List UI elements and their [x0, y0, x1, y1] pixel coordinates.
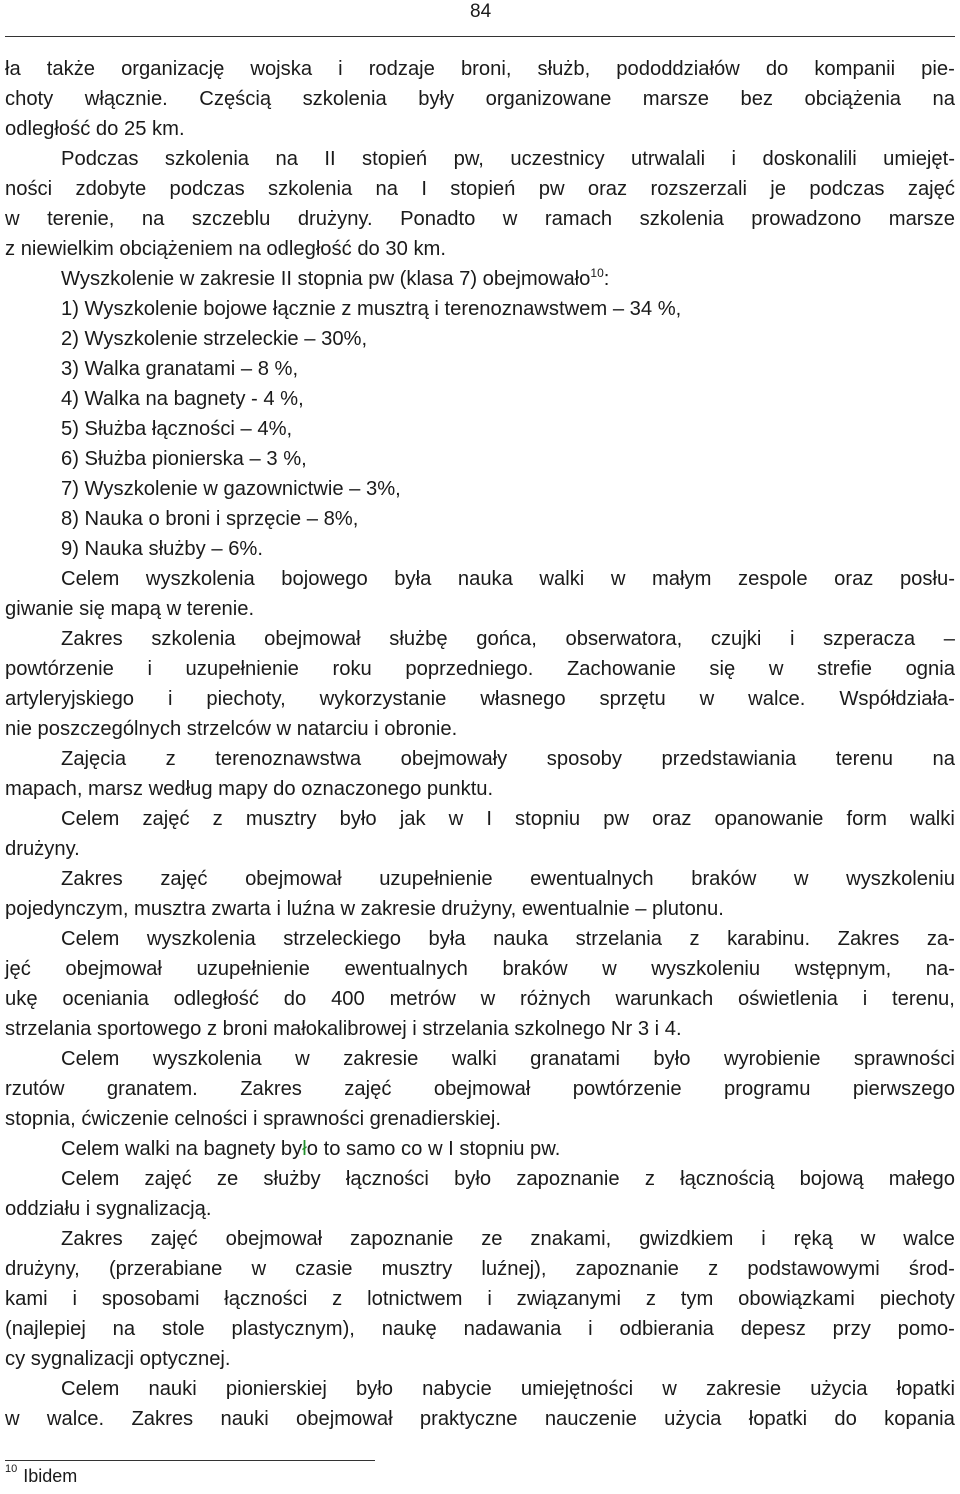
text-line: stopnia, ćwiczenie celności i sprawności grenadierskiej.	[5, 1108, 501, 1130]
body-text	[5, 54, 955, 1434]
text-line: w terenie, na szczeblu drużyny. Ponadto w ramach szkolenia prowadzono marsze	[5, 208, 955, 230]
text-line: 7) Wyszkolenie w gazownictwie – 3%,	[61, 478, 401, 500]
text-line: pojedynczym, musztra zwarta i luźna w zakresie drużyny, ewentualnie – plutonu.	[5, 898, 724, 920]
page-number: 84	[470, 1, 492, 22]
text-line: Celem walki na bagnety było to samo co w I stopniu pw.	[61, 1138, 561, 1160]
text-line: Zakres szkolenia obejmował służbę gońca, obserwatora, czujki i szperacza –	[61, 628, 955, 650]
text-line: giwanie się mapą w terenie.	[5, 598, 255, 620]
text-line: Zakres zajęć obejmował zapoznanie ze znakami, gwizdkiem i ręką w walce	[61, 1228, 955, 1250]
text-line: ła także organizację wojska i rodzaje broni, służb, pododdziałów do kompanii pie-	[5, 58, 955, 80]
text-line: choty włącznie. Częścią szkolenia były organizowane marsze bez obciążenia na	[5, 88, 955, 110]
text-line: Celem wyszkolenia strzeleckiego była nauka strzelania z karabinu. Zakres za-	[61, 928, 955, 950]
text-line: (najlepiej na stole plastycznym), naukę nadawania i odbierania depesz przy pomo-	[5, 1318, 955, 1340]
text-line: 2) Wyszkolenie strzeleckie – 30%,	[61, 328, 368, 350]
text-line: w walce. Zakres nauki obejmował praktyczne nauczenie użycia łopatki do kopania	[5, 1408, 955, 1430]
text-line: oddziału i sygnalizacją.	[5, 1198, 212, 1220]
footnote-mark: 10	[5, 1463, 18, 1475]
text-line: Zakres zajęć obejmował uzupełnienie ewentualnych braków w wyszkoleniu	[61, 868, 955, 890]
footnote-separator	[5, 1460, 375, 1461]
text-line: 1) Wyszkolenie bojowe łącznie z musztrą i terenoznawstwem – 34 %,	[61, 298, 682, 320]
text-line: nie poszczególnych strzelców w natarciu i obronie.	[5, 718, 458, 740]
text-line: ności zdobyte podczas szkolenia na I stopień pw oraz rozszerzali je podczas zajęć	[5, 178, 955, 200]
text-line: 9) Nauka służby – 6%.	[61, 538, 263, 560]
text-line: 5) Służba łączności – 4%,	[61, 418, 293, 440]
text-line: odległość do 25 km.	[5, 118, 185, 140]
header-rule	[5, 36, 955, 37]
text-line: mapach, marsz według mapy do oznaczonego punktu.	[5, 778, 494, 800]
text-line: 4) Walka na bagnety - 4 %,	[61, 388, 304, 410]
text-line: Celem wyszkolenia w zakresie walki granatami było wyrobienie sprawności	[61, 1048, 955, 1070]
text-line: Celem zajęć ze służby łączności było zapoznanie z łącznością bojową małego	[61, 1168, 955, 1190]
text-line: Celem wyszkolenia bojowego była nauka walki w małym zespole oraz posłu-	[61, 568, 955, 590]
text-line: 8) Nauka o broni i sprzęcie – 8%,	[61, 508, 359, 530]
text-line: kami i sposobami łączności z lotnictwem i związanymi z tym obowiązkami piechoty	[5, 1288, 955, 1310]
text-line: Podczas szkolenia na II stopień pw, uczestnicy utrwalali i doskonalili umiejęt-	[61, 148, 955, 170]
text-line: Celem nauki pionierskiej było nabycie umiejętności w zakresie użycia łopatki	[61, 1378, 955, 1400]
text-line: 3) Walka granatami – 8 %,	[61, 358, 299, 380]
text-line: artyleryjskiego i piechoty, wykorzystanie własnego sprzętu w walce. Współdziała-	[5, 688, 955, 710]
text-line: rzutów granatem. Zakres zajęć obejmował powtórzenie programu pierwszego	[5, 1078, 955, 1100]
text-line: drużyny.	[5, 838, 80, 860]
footnote-reference: 10	[590, 266, 604, 280]
text-line: cy sygnalizacji optycznej.	[5, 1348, 231, 1370]
text-line: drużyny, (przerabiane w czasie musztry luźnej), zapoznanie z podstawowymi środ-	[5, 1258, 955, 1280]
text-line: 6) Służba pionierska – 3 %,	[61, 448, 307, 470]
text-line: powtórzenie i uzupełnienie roku poprzedniego. Zachowanie się w strefie ognia	[5, 658, 955, 680]
text-line: jęć obejmował uzupełnienie ewentualnych braków w wyszkoleniu wstępnym, na-	[5, 958, 955, 980]
text-line: Wyszkolenie w zakresie II stopnia pw (klasa 7) obejmowało$^{10}$:	[61, 266, 610, 290]
footnote	[5, 1463, 78, 1487]
text-line: z niewielkim obciążeniem na odległość do 30 km.	[5, 238, 446, 260]
footnote-text: Ibidem	[23, 1466, 78, 1486]
text-line: strzelania sportowego z broni małokalibrowej i strzelania szkolnego Nr 3 i 4.	[5, 1018, 682, 1040]
text-line: ukę oceniania odległość do 400 metrów w różnych warunkach oświetlenia i terenu,	[5, 988, 955, 1010]
text-line: Zajęcia z terenoznawstwa obejmowały sposoby przedstawiania terenu na	[61, 748, 955, 770]
text-line: Celem zajęć z musztry było jak w I stopniu pw oraz opanowanie form walki	[61, 808, 955, 830]
